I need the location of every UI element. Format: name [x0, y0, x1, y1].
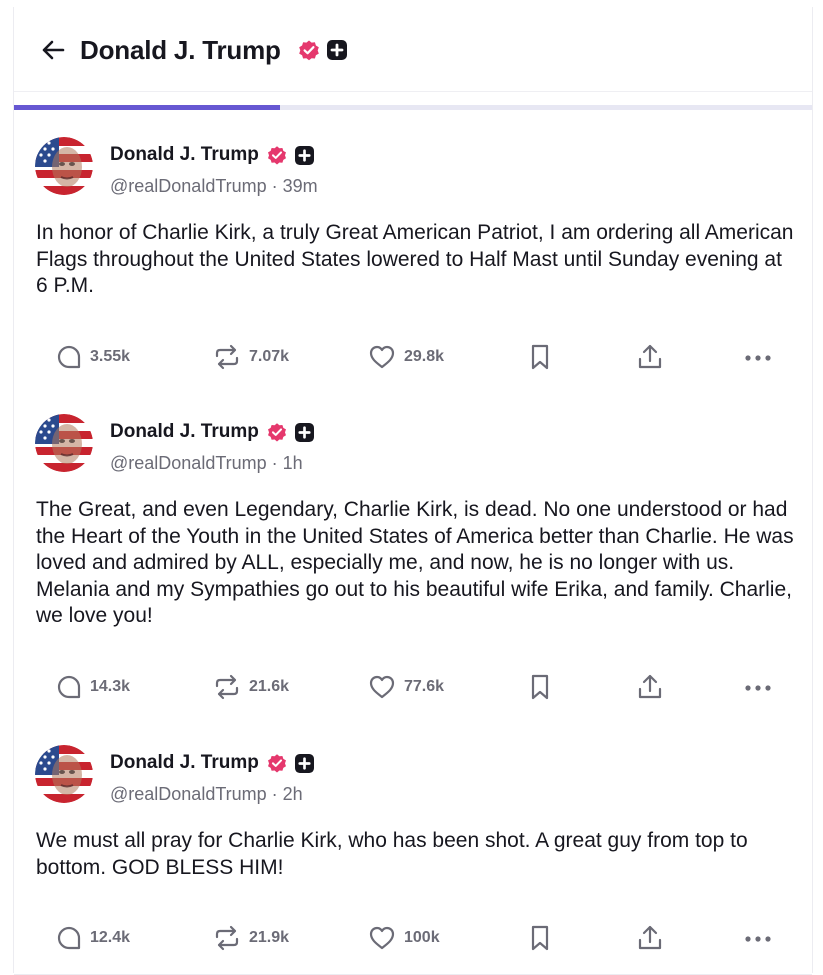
verified-badge-icon [266, 752, 288, 774]
post-actions [14, 338, 812, 378]
more-options-button[interactable] [744, 684, 772, 692]
repost-icon [213, 925, 241, 951]
verified-badge-icon [266, 421, 288, 443]
bookmark-icon [529, 673, 551, 701]
share-icon [636, 343, 664, 371]
more-options-icon [744, 684, 772, 692]
author-row [110, 421, 314, 443]
tab-indicator-track [14, 105, 812, 110]
like-heart-icon [368, 674, 396, 700]
more-options-icon [744, 935, 772, 943]
author-name[interactable]: Donald J. Trump [110, 752, 259, 773]
avatar[interactable] [35, 745, 93, 803]
post-text: We must all pray for Charlie Kirk, who has been shot. A great guy from top to bottom. GOD BLESS HIM! [36, 829, 748, 879]
author-name[interactable]: Donald J. Trump [110, 144, 259, 165]
post-card[interactable] [14, 388, 812, 720]
avatar[interactable] [35, 414, 93, 472]
post-text: In honor of Charlie Kirk, a truly Great American Patriot, I am ordering all American Flags throughout the United States lowered to Half Mast until Sunday evening at 6 P.M. [36, 221, 794, 297]
repost-icon [213, 674, 241, 700]
repost-count: 21.6k [249, 677, 290, 695]
reply-icon [56, 925, 82, 951]
like-count: 100k [404, 929, 440, 946]
repost-button[interactable] [213, 925, 289, 951]
author-handle-time: @realDonaldTrump · 39m [110, 176, 318, 196]
reply-count: 3.55k [90, 347, 131, 365]
avatar[interactable] [35, 137, 93, 195]
title-badges [297, 38, 347, 62]
share-button[interactable] [636, 673, 664, 701]
repost-button[interactable] [213, 674, 289, 700]
reply-icon [56, 344, 82, 370]
repost-button[interactable] [213, 344, 289, 370]
repost-count: 7.07k [249, 347, 290, 365]
author-row [110, 752, 314, 774]
post-text: The Great, and even Legendary, Charlie Kirk, is dead. No one understood or had the Heart of the Youth in the United States of America better than Charlie. He was loved and admired by ALL, especially me, and now, he is no longer with us. Melania and my Sympathies go out to his beautiful wife Erika, and family. Charlie, we love you! [36, 498, 794, 627]
like-count: 29.8k [404, 347, 445, 365]
post-actions [14, 919, 812, 959]
share-icon [636, 673, 664, 701]
bookmark-button[interactable] [529, 343, 551, 371]
author-name[interactable]: Donald J. Trump [110, 421, 259, 442]
reply-count: 14.3k [90, 677, 131, 695]
tab-indicator-active[interactable] [14, 105, 280, 110]
back-arrow-icon[interactable] [40, 37, 66, 63]
repost-icon [213, 344, 241, 370]
profile-feed [13, 7, 813, 973]
author-handle-time: @realDonaldTrump · 2h [110, 784, 303, 804]
author-row [110, 144, 314, 166]
reply-button[interactable] [56, 344, 130, 370]
post-actions [14, 668, 812, 708]
share-button[interactable] [636, 343, 664, 371]
plus-badge-icon [327, 40, 347, 60]
like-button[interactable] [368, 344, 444, 370]
verified-badge-icon [266, 144, 288, 166]
plus-badge-icon [295, 423, 314, 442]
bookmark-icon [529, 924, 551, 952]
like-button[interactable] [368, 925, 440, 951]
more-options-icon [744, 354, 772, 362]
post-card[interactable] [14, 111, 812, 389]
like-button[interactable] [368, 674, 444, 700]
page-title: Donald J. Trump [80, 35, 281, 65]
like-heart-icon [368, 925, 396, 951]
share-button[interactable] [636, 924, 664, 952]
reply-count: 12.4k [90, 929, 131, 946]
avatar-image-icon [35, 137, 93, 195]
author-handle-time: @realDonaldTrump · 1h [110, 453, 303, 473]
verified-badge-icon [297, 38, 321, 62]
bookmark-button[interactable] [529, 924, 551, 952]
reply-icon [56, 674, 82, 700]
more-options-button[interactable] [744, 935, 772, 943]
plus-badge-icon [295, 146, 314, 165]
reply-button[interactable] [56, 925, 130, 951]
bookmark-icon [529, 343, 551, 371]
like-heart-icon [368, 344, 396, 370]
plus-badge-icon [295, 754, 314, 773]
avatar-image-icon [35, 745, 93, 803]
bookmark-button[interactable] [529, 673, 551, 701]
more-options-button[interactable] [744, 354, 772, 362]
avatar-image-icon [35, 414, 93, 472]
like-count: 77.6k [404, 677, 445, 695]
share-icon [636, 924, 664, 952]
post-card[interactable] [14, 719, 812, 975]
repost-count: 21.9k [249, 929, 290, 946]
reply-button[interactable] [56, 674, 130, 700]
page-header [14, 7, 812, 92]
